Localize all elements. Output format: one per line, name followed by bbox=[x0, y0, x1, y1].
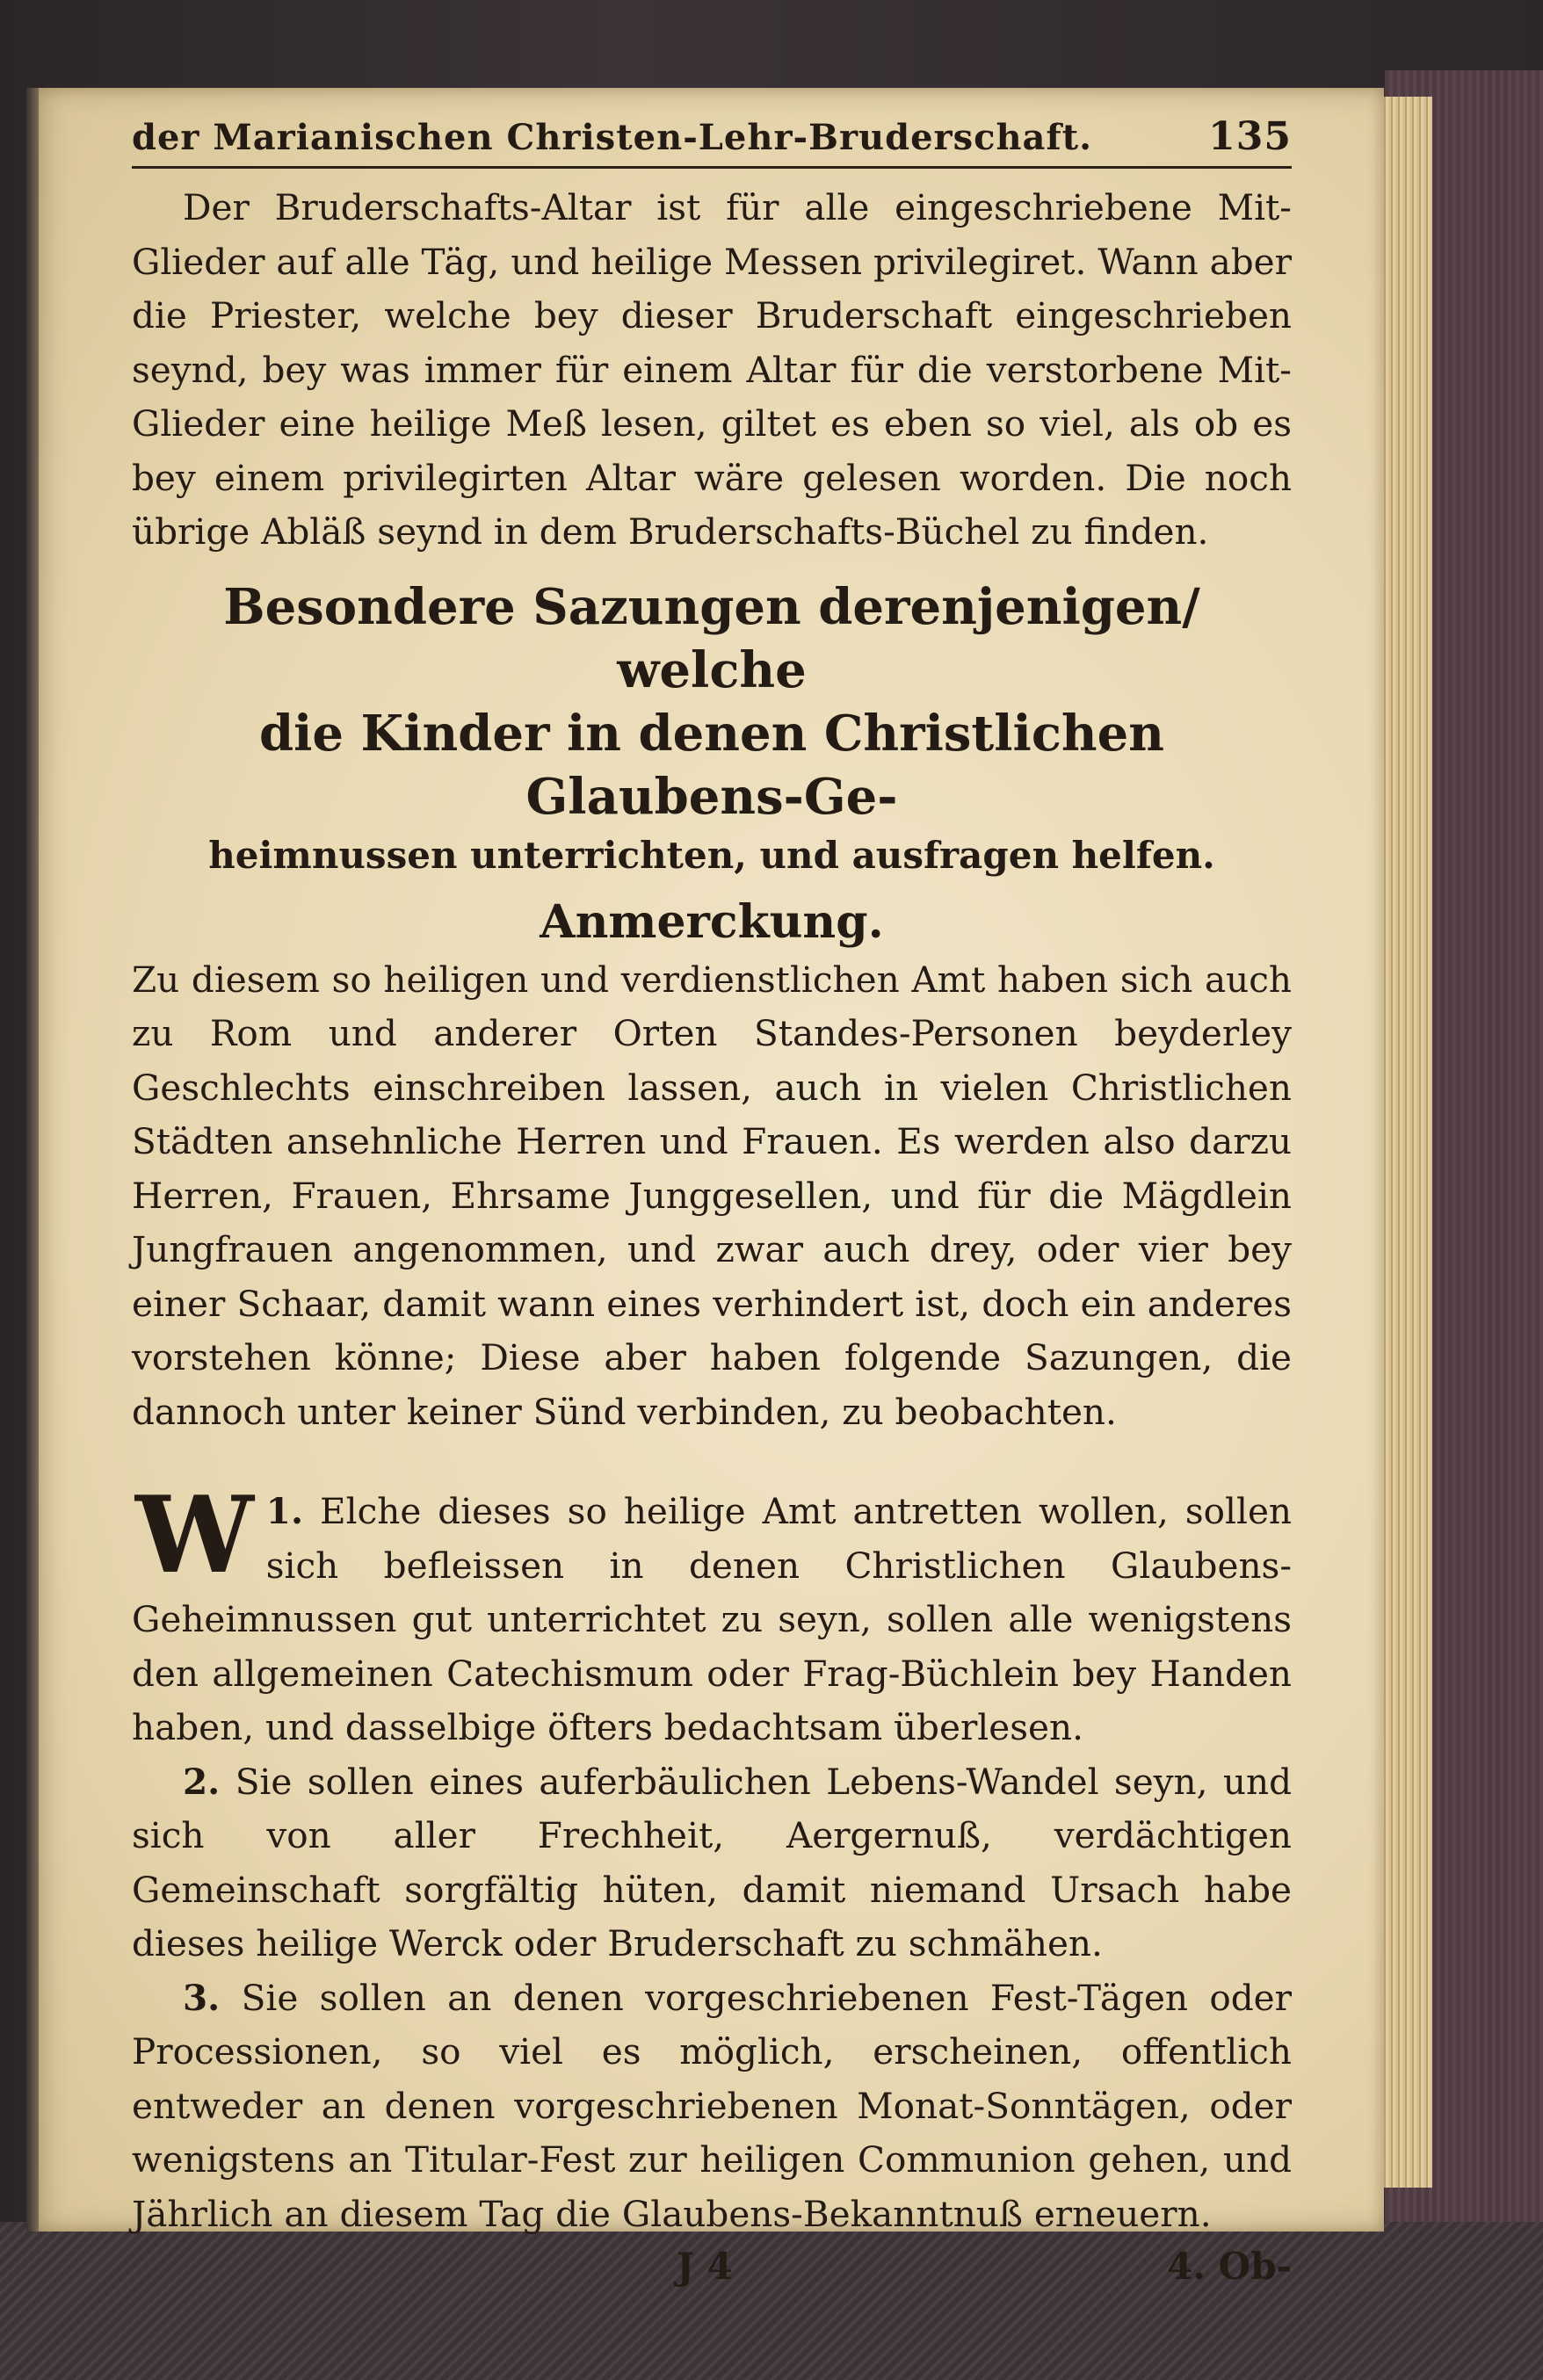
running-title: der Marianischen Christen-Lehr-Bruderschaft. bbox=[132, 117, 1093, 158]
intro-paragraph: Der Bruderschafts-Altar ist für alle eingeschriebene Mit-Glieder auf alle Täg, und heilige Messen privilegiret. Wann aber die Priester, welche bey dieser Bruderschaft eingeschrieben seynd, bey was immer für einem Altar für die verstorbene Mit-Glieder eine heilige Meß lesen, giltet es eben so viel, als ob es bey einem privilegirten Altar wäre gelesen worden. Die noch übrige Abläß seynd in dem Bruderschafts-Büchel zu finden. bbox=[132, 186, 1292, 553]
section-heading bbox=[132, 575, 1292, 828]
rule-text: Elche dieses so heilige Amt antretten wollen, sollen sich befleissen in denen Christlichen Glaubens-Geheimnussen gut unterrichtet zu seyn, sollen alle wenigstens den allgemeinen Catechismum oder Frag-Büchlein bey Handen haben, und dasselbige öfters bedachtsam überlesen. bbox=[132, 1490, 1292, 1748]
section-heading-line-1: Besondere Sazungen derenjenigen/ welche bbox=[223, 577, 1200, 699]
page-number: 135 bbox=[1208, 114, 1292, 159]
note-paragraph: Zu diesem so heiligen und verdienstlichen Amt haben sich auch zu Rom und anderer Orten Standes-Personen beyderley Geschlechts einschreiben lassen, auch in vielen Christlichen Städten ansehnliche Herren und Frauen. Es werden also darzu Herren, Frauen, Ehrsame Junggesellen, und für die Mägdlein Jungfrauen angenommen, und zwar auch drey, oder vier bey einer Schaar, damit wann eines verhindert ist, doch ein anderes vorstehen könne; Diese aber haben folgende Sazungen, die dannoch unter keiner Sünd verbinden, zu beobachten. bbox=[132, 958, 1292, 1433]
rule-3 bbox=[132, 1971, 1292, 2242]
rule-text: Sie sollen eines auferbäulichen Lebens-Wandel seyn, und sich von aller Frechheit, Aergernuß, verdächtigen Gemeinschaft sorgfältig hüten, damit niemand Ursach habe dieses heilige Werck oder Bruderschaft zu schmähen. bbox=[132, 1760, 1292, 1964]
running-header bbox=[132, 114, 1292, 169]
catchword: 4. Ob- bbox=[1167, 2245, 1292, 2288]
page-footer bbox=[132, 2245, 1292, 2288]
section-heading-line-2: die Kinder in denen Christlichen Glaubens-Ge- bbox=[259, 704, 1164, 826]
drop-cap: W bbox=[135, 1473, 254, 1597]
section-heading-line-3: heimnussen unterrichten, und ausfragen helfen. bbox=[208, 833, 1215, 877]
page-gutter bbox=[26, 88, 39, 2232]
signature-mark: J 4 bbox=[677, 2245, 733, 2288]
note-heading: Anmerckung. bbox=[540, 894, 884, 949]
rule-text: Sie sollen an denen vorgeschriebenen Fest-Tägen oder Processionen, so viel es möglich, erscheinen, offentlich entweder an denen vorgeschriebenen Monat-Sonntägen, oder wenigstens an Titular-Fest zur heiligen Communion gehen, und Jährlich an diesem Tag die Glaubens-Bekanntnuß erneuern. bbox=[132, 1976, 1293, 2235]
rule-number: 1. bbox=[265, 1490, 304, 1532]
rule-number: 2. bbox=[183, 1760, 221, 1803]
rule-1 bbox=[132, 1473, 1292, 1755]
text-block bbox=[132, 114, 1292, 2288]
rule-2 bbox=[132, 1755, 1292, 1971]
rule-number: 3. bbox=[183, 1976, 221, 2019]
